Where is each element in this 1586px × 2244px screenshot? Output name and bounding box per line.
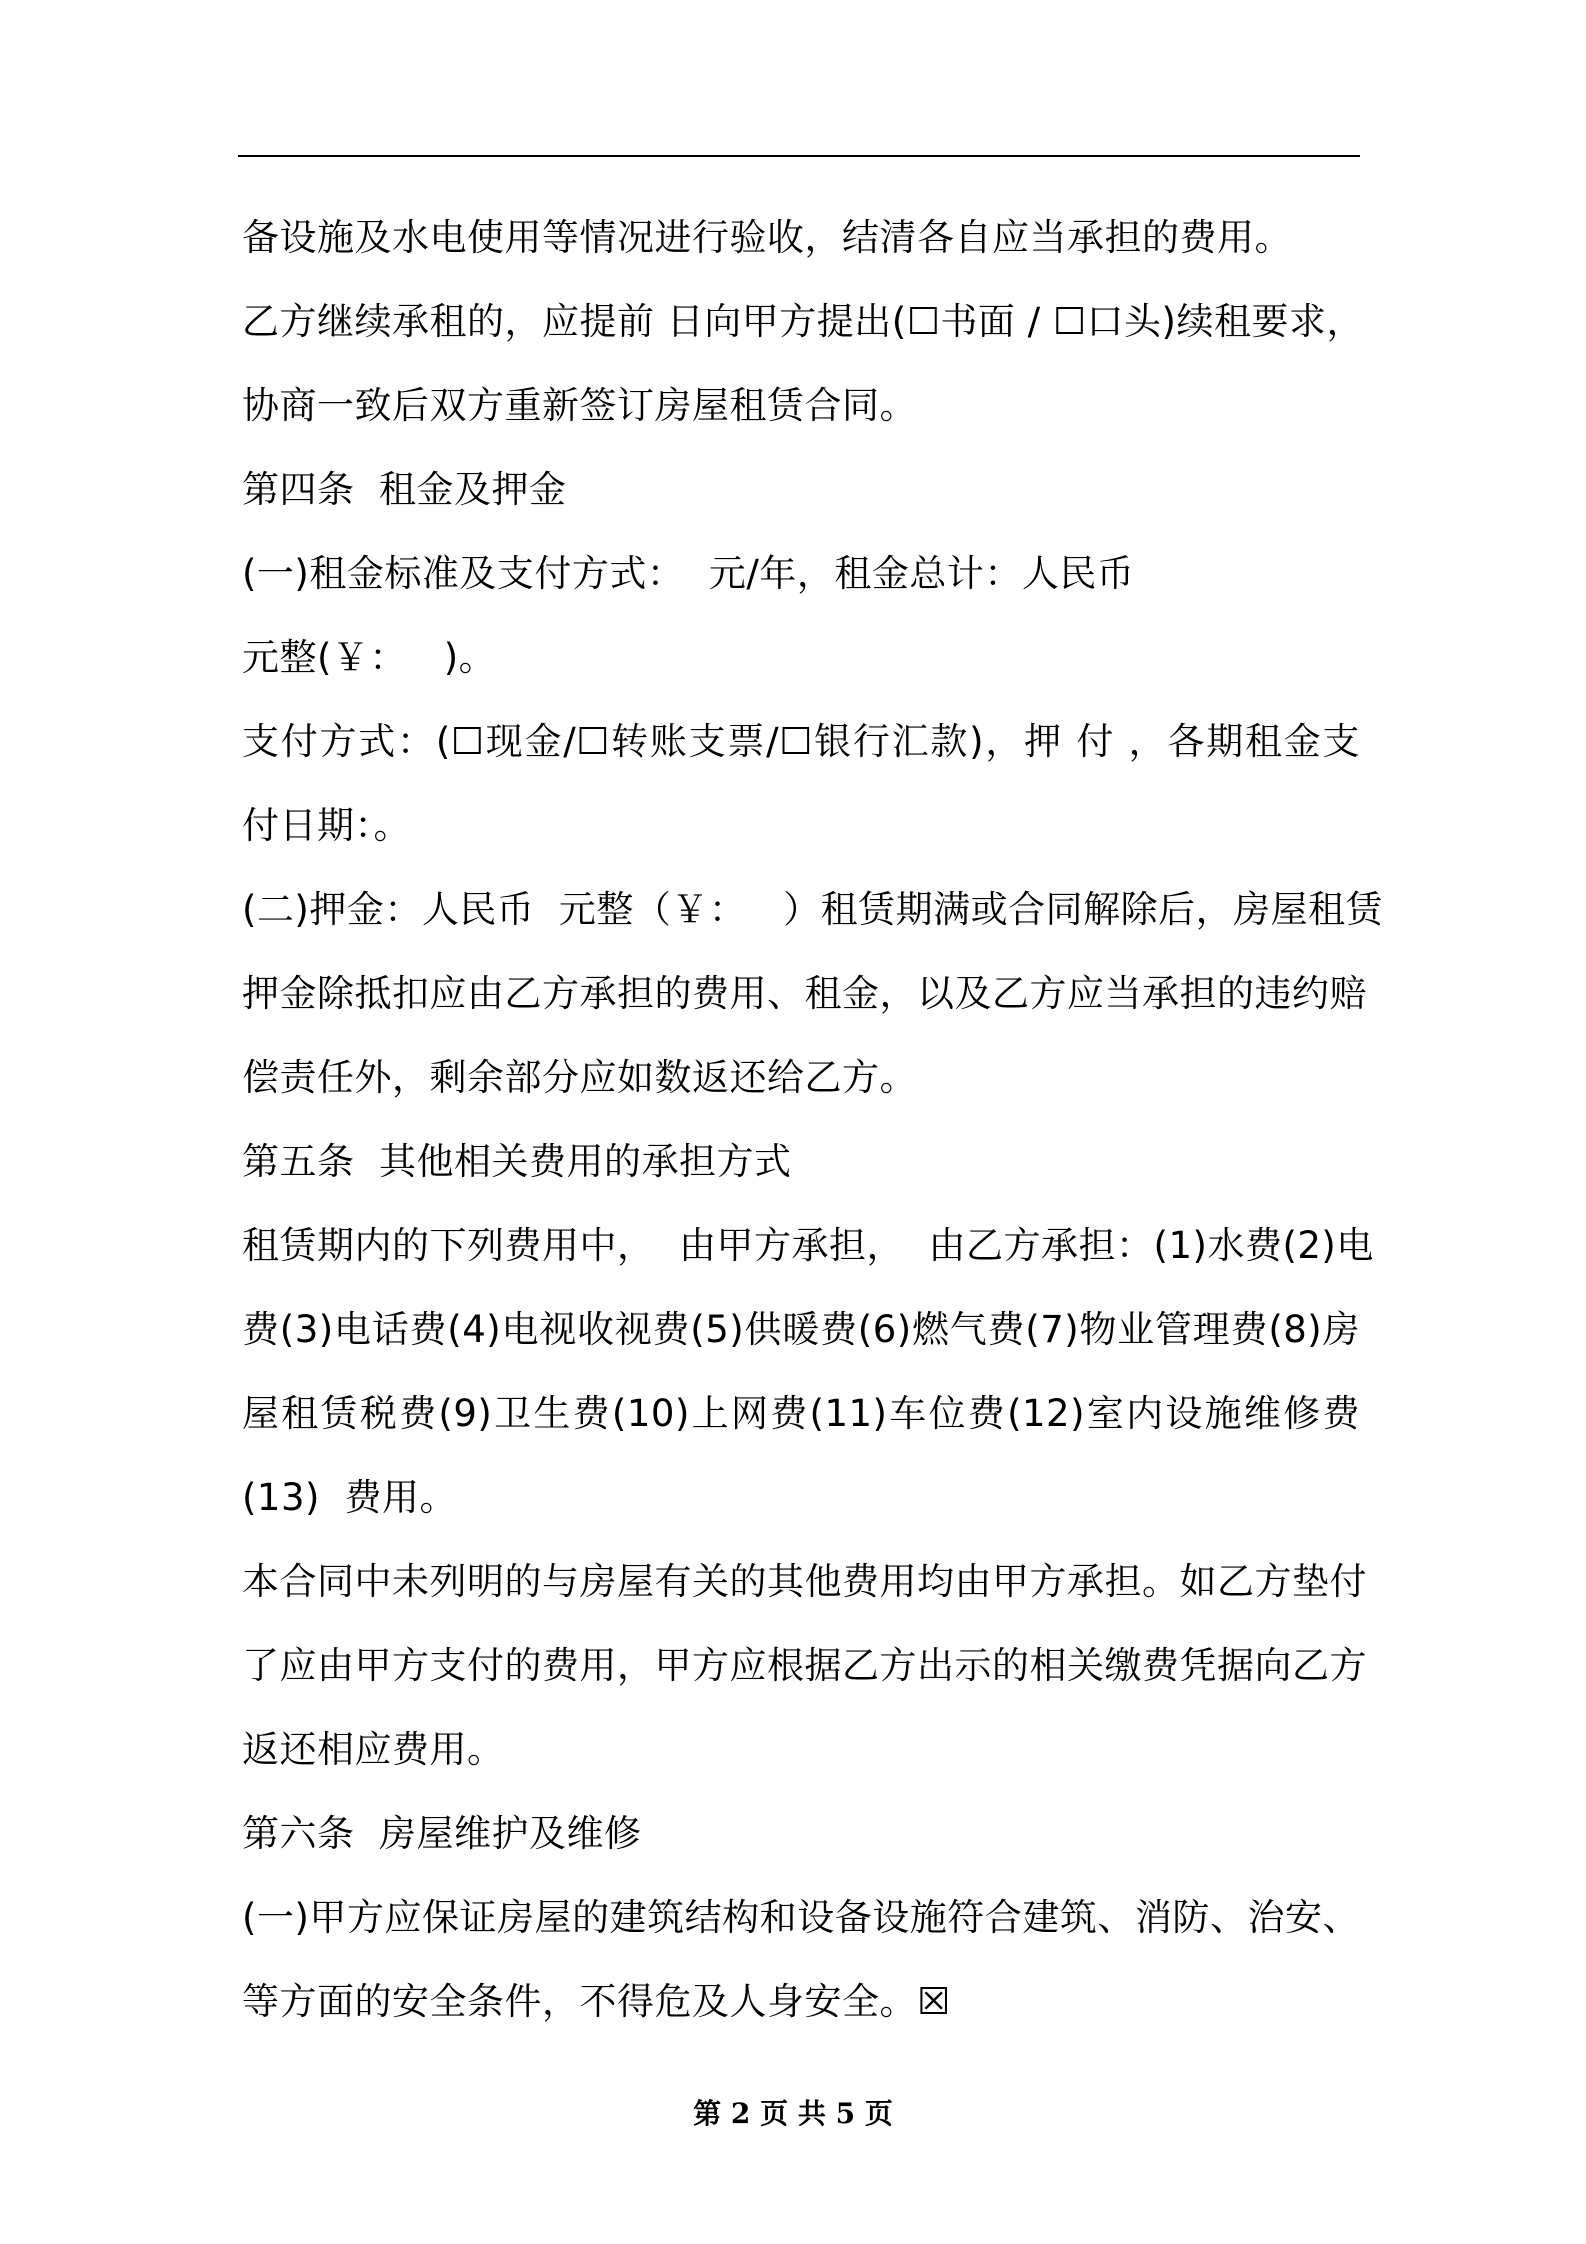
text-line: (一)租金标准及支付方式： 元/年，租金总计：人民币 <box>242 552 1135 595</box>
text-line: 押金除抵扣应由乙方承担的费用、租金，以及乙方应当承担的违约赔 <box>242 972 1367 1015</box>
text-line: (13) 费用。 <box>242 1476 457 1519</box>
text-line: 备设施及水电使用等情况进行验收，结清各自应当承担的费用。 <box>242 216 1292 259</box>
text-line: 乙方继续承租的，应提前 日向甲方提出(☐书面 / ☐口头)续租要求， <box>242 300 1364 343</box>
text-line: 返还相应费用。 <box>242 1728 505 1771</box>
text-line: 偿责任外，剩余部分应如数返还给乙方。 <box>242 1056 917 1099</box>
section-heading: 第四条 租金及押金 <box>242 468 567 511</box>
page-indicator: 第 2 页 共 5 页 <box>693 2097 893 2130</box>
text-line: (一)甲方应保证房屋的建筑结构和设备设施符合建筑、消防、治安、 <box>242 1896 1360 1939</box>
text-line: 本合同中未列明的与房屋有关的其他费用均由甲方承担。如乙方垫付 <box>242 1560 1367 1603</box>
text-line: 付日期：。 <box>242 804 411 847</box>
header-rule <box>238 155 1360 157</box>
text-line: 屋租赁税费(9)卫生费(10)上网费(11)车位费(12)室内设施维修费 <box>242 1392 1360 1435</box>
text-line: 协商一致后双方重新签订房屋租赁合同。 <box>242 384 917 427</box>
text-line: 租赁期内的下列费用中， 由甲方承担， 由乙方承担：(1)水费(2)电 <box>242 1224 1374 1267</box>
text-line: 了应由甲方支付的费用，甲方应根据乙方出示的相关缴费凭据向乙方 <box>242 1644 1367 1687</box>
text-line: 元整(￥： )。 <box>242 636 497 679</box>
section-heading: 第六条 房屋维护及维修 <box>242 1812 642 1855</box>
text-line: 支付方式：(☐现金/☐转账支票/☐银行汇款)，押 付 ，各期租金支 <box>242 720 1360 763</box>
section-heading: 第五条 其他相关费用的承担方式 <box>242 1140 792 1183</box>
text-line: 等方面的安全条件，不得危及人身安全。☒ <box>242 1980 951 2023</box>
text-line: (二)押金：人民币 元整（￥： ）租赁期满或合同解除后，房屋租赁 <box>242 888 1384 931</box>
document-body <box>242 196 1384 2044</box>
text-line: 费(3)电话费(4)电视收视费(5)供暖费(6)燃气费(7)物业管理费(8)房 <box>242 1308 1360 1351</box>
